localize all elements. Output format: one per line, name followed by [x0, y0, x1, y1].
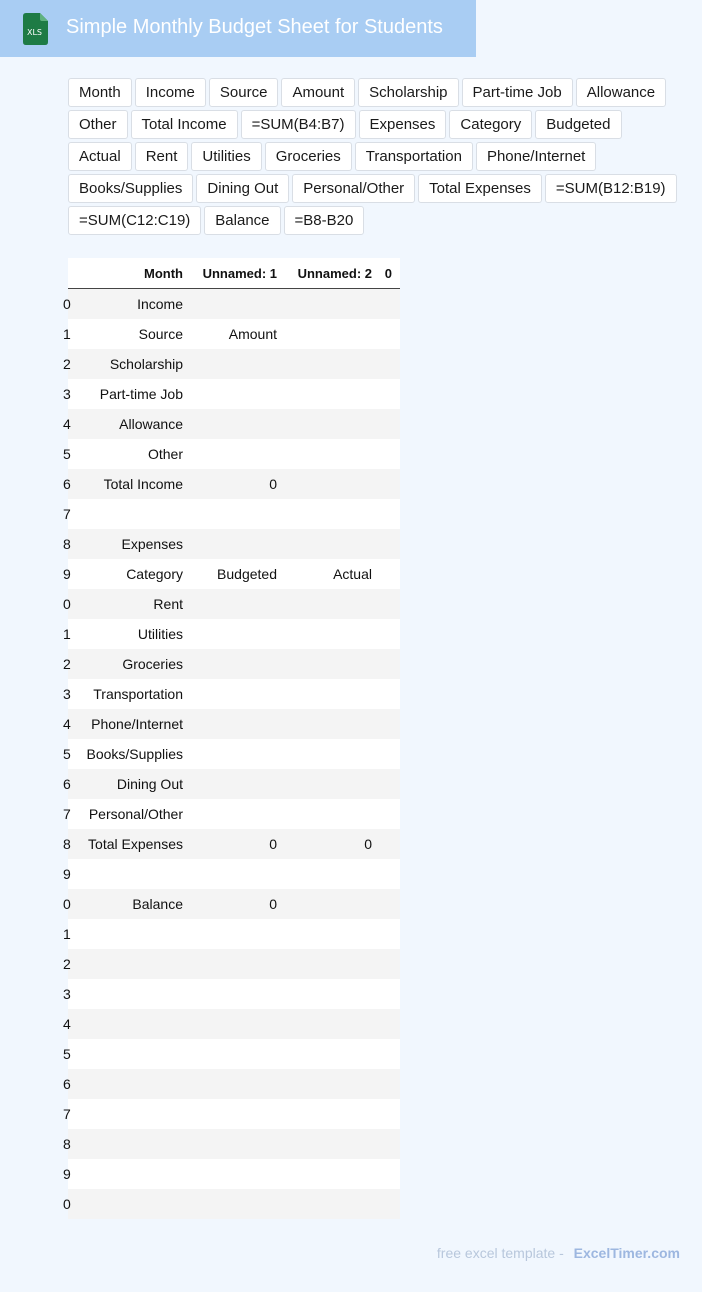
row-index: 6 — [63, 1076, 71, 1092]
table-row — [63, 739, 400, 769]
table-row — [63, 589, 400, 619]
cell-month: Scholarship — [109, 356, 183, 372]
cell-unnamed-1: 0 — [269, 836, 277, 852]
cell-month: Groceries — [122, 656, 183, 672]
table-row — [63, 349, 400, 379]
header-value-chip: Actual — [68, 142, 132, 171]
cell-month: Total Income — [103, 476, 183, 492]
row-index: 5 — [63, 446, 71, 462]
page-title: Simple Monthly Budget Sheet for Students — [66, 16, 443, 38]
header-value-chip: =SUM(B12:B19) — [545, 174, 677, 203]
cell-month: Books/Supplies — [86, 746, 183, 762]
row-index: 5 — [63, 1046, 71, 1062]
row-index: 6 — [63, 476, 71, 492]
header-value-chip: =B8-B20 — [284, 206, 365, 235]
header-value-chip: Balance — [204, 206, 280, 235]
cell-month: Total Expenses — [88, 836, 183, 852]
row-index: 2 — [63, 656, 71, 672]
table-row — [63, 1069, 400, 1099]
table-row — [63, 649, 400, 679]
row-index: 7 — [63, 1106, 71, 1122]
row-index: 4 — [63, 716, 71, 732]
column-header-month: Month — [144, 266, 183, 281]
cell-month: Dining Out — [116, 776, 183, 792]
cell-month: Part-time Job — [99, 386, 183, 402]
footer — [437, 1245, 680, 1261]
header-value-chip: Total Expenses — [418, 174, 542, 203]
row-index: 8 — [63, 536, 71, 552]
cell-month: Phone/Internet — [91, 716, 183, 732]
cell-month: Expenses — [121, 536, 183, 552]
table-row — [63, 859, 400, 889]
cell-month: Other — [147, 446, 183, 462]
cell-unnamed-1: Amount — [228, 326, 277, 342]
xls-icon-label: XLS — [26, 28, 43, 37]
table-row — [63, 379, 400, 409]
table-body — [63, 289, 400, 1219]
table-row — [63, 1129, 400, 1159]
table-row — [63, 499, 400, 529]
header-value-chip: Other — [68, 110, 128, 139]
cell-unnamed-2: Actual — [333, 566, 372, 582]
row-index: 0 — [63, 596, 71, 612]
table-row — [63, 949, 400, 979]
table-row — [63, 559, 400, 589]
page-header — [0, 0, 476, 57]
cell-month: Personal/Other — [88, 806, 183, 822]
header-value-chip: Expenses — [359, 110, 447, 139]
row-index: 5 — [63, 746, 71, 762]
cell-unnamed-1: 0 — [269, 896, 277, 912]
table-row — [63, 319, 400, 349]
row-index: 3 — [63, 386, 71, 402]
header-value-chip: Rent — [135, 142, 189, 171]
table-row — [63, 979, 400, 1009]
header-value-chip: Dining Out — [196, 174, 289, 203]
cell-month: Rent — [153, 596, 183, 612]
header-value-chip: Allowance — [576, 78, 666, 107]
column-header-unnamed-2: Unnamed: 2 — [297, 266, 372, 281]
row-index: 1 — [63, 626, 71, 642]
table-row — [63, 1099, 400, 1129]
data-table — [63, 258, 400, 1219]
column-header-unnamed-1: Unnamed: 1 — [202, 266, 277, 281]
header-value-chip: Part-time Job — [462, 78, 573, 107]
table-row — [63, 1039, 400, 1069]
header-value-chip: =SUM(C12:C19) — [68, 206, 201, 235]
table-row — [63, 469, 400, 499]
row-index: 0 — [63, 296, 71, 312]
cell-month: Balance — [132, 896, 183, 912]
row-index: 2 — [63, 956, 71, 972]
table-row — [63, 889, 400, 919]
header-value-chip: =SUM(B4:B7) — [241, 110, 356, 139]
row-index: 8 — [63, 1136, 71, 1152]
cell-month: Income — [137, 296, 183, 312]
cell-month: Allowance — [119, 416, 183, 432]
row-index: 1 — [63, 326, 71, 342]
column-header-0: 0 — [384, 266, 392, 281]
cell-unnamed-2: 0 — [364, 836, 372, 852]
header-value-chip: Personal/Other — [292, 174, 415, 203]
table-row — [63, 409, 400, 439]
cell-month: Category — [126, 566, 183, 582]
header-value-chip: Books/Supplies — [68, 174, 193, 203]
table-row — [63, 529, 400, 559]
footer-brand-link[interactable]: ExcelTimer.com — [573, 1245, 680, 1261]
header-value-chip: Groceries — [265, 142, 352, 171]
row-index: 9 — [63, 1166, 71, 1182]
table-row — [63, 439, 400, 469]
row-index: 7 — [63, 806, 71, 822]
xls-file-icon — [22, 13, 50, 45]
row-index: 4 — [63, 1016, 71, 1032]
table-header — [68, 258, 400, 289]
row-index: 0 — [63, 1196, 71, 1212]
cell-unnamed-1: 0 — [269, 476, 277, 492]
row-index: 4 — [63, 416, 71, 432]
cell-month: Transportation — [93, 686, 183, 702]
table-row — [63, 679, 400, 709]
row-index: 9 — [63, 566, 71, 582]
cell-unnamed-1: Budgeted — [217, 566, 277, 582]
header-value-chip: Scholarship — [358, 78, 458, 107]
header-value-chip: Total Income — [131, 110, 238, 139]
table-row — [63, 919, 400, 949]
table-row — [63, 289, 400, 319]
cell-month: Utilities — [137, 626, 183, 642]
row-index: 6 — [63, 776, 71, 792]
table-row — [63, 799, 400, 829]
table-row — [63, 709, 400, 739]
header-value-chip: Amount — [281, 78, 355, 107]
row-index: 3 — [63, 986, 71, 1002]
table-row — [63, 1159, 400, 1189]
row-index: 2 — [63, 356, 71, 372]
header-value-chip: Transportation — [355, 142, 473, 171]
row-index: 3 — [63, 686, 71, 702]
row-index: 0 — [63, 896, 71, 912]
row-index: 8 — [63, 836, 71, 852]
header-value-chip: Category — [449, 110, 532, 139]
header-value-chip: Month — [68, 78, 132, 107]
footer-text: free excel template - — [436, 1245, 564, 1261]
header-value-chip: Phone/Internet — [476, 142, 596, 171]
table-row — [63, 829, 400, 859]
header-value-chip: Income — [135, 78, 206, 107]
cell-month: Source — [138, 326, 183, 342]
header-value-chip: Budgeted — [535, 110, 621, 139]
table-row — [63, 769, 400, 799]
header-value-chip: Source — [209, 78, 279, 107]
table-row — [63, 1009, 400, 1039]
table-row — [63, 619, 400, 649]
header-value-chip: Utilities — [191, 142, 261, 171]
row-index: 7 — [63, 506, 71, 522]
row-index: 1 — [63, 926, 71, 942]
row-index: 9 — [63, 866, 71, 882]
table-row — [63, 1189, 400, 1219]
header-values-list — [68, 78, 688, 235]
